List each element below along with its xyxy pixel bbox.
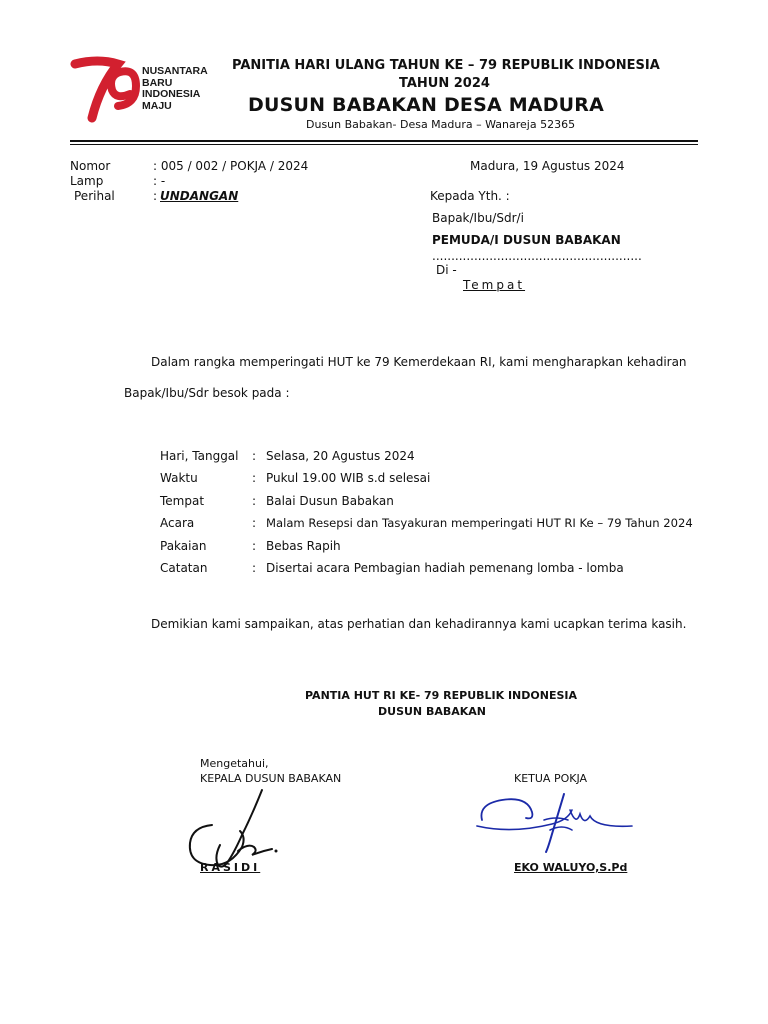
header-organization: DUSUN BABAKAN DESA MADURA <box>248 94 605 116</box>
header-title-line1: PANITIA HARI ULANG TAHUN KE – 79 REPUBLIK INDONESIA <box>232 58 660 73</box>
committee-line1: PANTIA HUT RI KE- 79 REPUBLIK INDONESIA <box>305 689 577 702</box>
logo-line: BARU <box>142 76 173 89</box>
recipient-salutation: Bapak/Ibu/Sdr/i <box>432 211 524 225</box>
detail-label: Acara <box>160 516 195 530</box>
detail-colon: : <box>252 494 257 508</box>
detail-colon: : <box>252 561 257 575</box>
detail-value: Malam Resepsi dan Tasyakuran memperingati HUT RI Ke – 79 Tahun 2024 <box>266 516 693 530</box>
signature-left-name: RASIDI <box>200 861 261 874</box>
header-title-line2: TAHUN 2024 <box>399 76 490 91</box>
detail-value: Balai Dusun Babakan <box>266 494 394 508</box>
recipient-dots: ....................................................... <box>432 249 642 263</box>
logo-wordmark <box>142 66 208 112</box>
header-divider-thin <box>70 144 698 145</box>
recipient-kepada: Kepada Yth. : <box>430 189 510 203</box>
perihal-label: Perihal <box>74 189 115 203</box>
body-paragraph-line1: Dalam rangka memperingati HUT ke 79 Kemerdekaan RI, kami mengharapkan kehadiran <box>151 355 687 369</box>
lamp-label: Lamp <box>70 174 104 188</box>
body-paragraph-line2: Bapak/Ibu/Sdr besok pada : <box>124 386 290 400</box>
signature-left-title: KEPALA DUSUN BABAKAN <box>200 772 342 785</box>
detail-value: Pukul 19.00 WIB s.d selesai <box>266 471 431 485</box>
logo-line: INDONESIA <box>142 88 201 100</box>
detail-label: Hari, Tanggal <box>160 449 239 463</box>
place-date: Madura, 19 Agustus 2024 <box>470 159 625 173</box>
detail-label: Tempat <box>160 494 205 508</box>
header-divider-thick <box>70 140 698 142</box>
detail-value: Bebas Rapih <box>266 539 341 553</box>
detail-value: Disertai acara Pembagian hadiah pemenang lomba - lomba <box>266 561 624 575</box>
detail-value: Selasa, 20 Agustus 2024 <box>266 449 415 463</box>
recipient-di: Di - <box>436 263 457 277</box>
perihal-value: UNDANGAN <box>160 189 239 203</box>
perihal-colon: : <box>153 189 158 203</box>
logo-line: MAJU <box>142 99 172 112</box>
nomor-label: Nomor <box>70 159 111 173</box>
detail-label: Catatan <box>160 561 208 575</box>
logo-79-mark <box>70 56 150 126</box>
signature-left-intro: Mengetahui, <box>200 757 269 770</box>
committee-line2: DUSUN BABAKAN <box>378 705 486 718</box>
recipient-tempat: Tempat <box>463 278 526 292</box>
nomor-value: : 005 / 002 / POKJA / 2024 <box>153 159 309 173</box>
logo-line: NUSANTARA <box>142 65 208 77</box>
signature-right-name: EKO WALUYO,S.Pd <box>514 861 628 874</box>
detail-label: Pakaian <box>160 539 207 553</box>
detail-colon: : <box>252 539 257 553</box>
detail-colon: : <box>252 471 257 485</box>
signature-right-title: KETUA POKJA <box>514 772 588 785</box>
detail-colon: : <box>252 449 257 463</box>
closing-paragraph: Demikian kami sampaikan, atas perhatian dan kehadirannya kami ucapkan terima kasih. <box>151 617 687 631</box>
lamp-value: : - <box>153 174 166 188</box>
detail-label: Waktu <box>160 471 198 485</box>
header-address: Dusun Babakan- Desa Madura – Wanareja 52365 <box>306 118 576 131</box>
recipient-name: PEMUDA/I DUSUN BABAKAN <box>432 233 621 247</box>
detail-colon: : <box>252 516 257 530</box>
signature-right-mark <box>472 790 642 860</box>
